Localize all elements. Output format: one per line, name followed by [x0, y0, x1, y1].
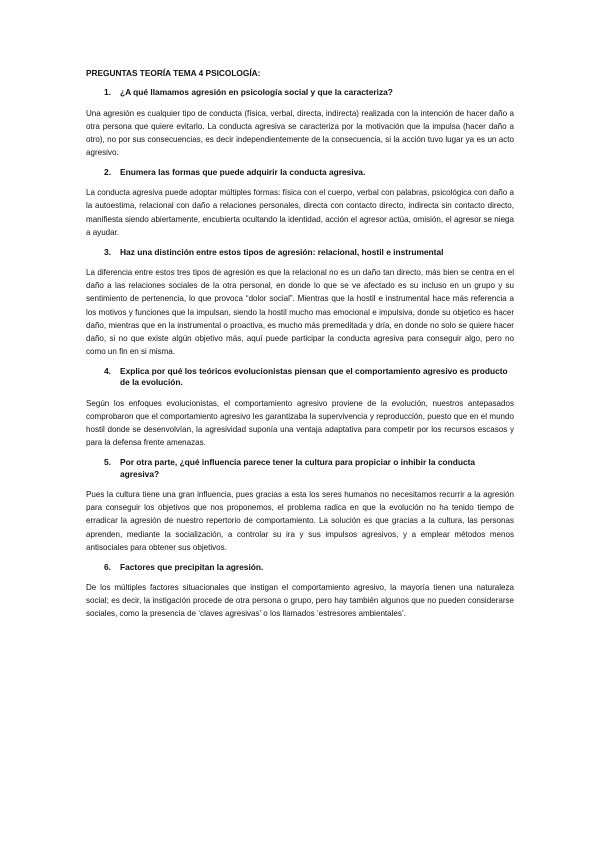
question-number: 3. [104, 246, 111, 257]
question-text: Por otra parte, ¿qué influencia parece tener la cultura para propiciar o inhibir la conducta agresiva? [120, 457, 476, 479]
question-number: 4. [104, 365, 111, 376]
question-2 [104, 167, 514, 179]
question-6 [104, 562, 514, 574]
question-text: Haz una distinción entre estos tipos de agresión: relacional, hostil e instrumental [120, 246, 444, 257]
answer-4: Según los enfoques evolucionistas, el comportamiento agresivo proviene de la evolución, nuestros antepasados comprobaron que el comportamiento agresivo les garantizaba la supervivencia y reproducción, puesto que en el mundo hostil donde se desenvolvían, la agresividad suponía una ventaja adaptativa para competir por los recursos escasos y para la defensa frente amenazas. [86, 398, 514, 448]
answer-6: De los múltiples factores situacionales que instigan el comportamiento agresivo, la mayoría tienen una naturaleza social; es decir, la instigación procede de otra persona o grupo, pero hay también algunos que no pueden considerarse sociales, como la presencia de ‘claves agresivas’ o los llamados ‘estresores ambientales’. [86, 583, 514, 619]
question-4 [104, 366, 514, 389]
question-number: 2. [104, 166, 111, 177]
question-1 [104, 87, 514, 99]
question-text: ¿A qué llamamos agresión en psicología social y que la caracteriza? [120, 87, 393, 97]
question-text: Explica por qué los teóricos evolucionistas piensan que el comportamiento agresivo es producto de la evolución. [120, 365, 508, 388]
question-number: 6. [104, 561, 111, 572]
question-text: Enumera las formas que puede adquirir la conducta agresiva. [120, 166, 366, 177]
document-body [86, 68, 514, 629]
question-number: 1. [104, 87, 111, 97]
answer-2: La conducta agresiva puede adoptar múltiples formas: física con el cuerpo, verbal con palabras, psicológica con daño a la autoestima, relacional con daño a relaciones personales, directa con contacto directo, indirecta sin contacto directo, manifiesta siendo abiertamente, encubierta ocultando la identidad, acción el agresor actúa, omisión, el agresor se niega a ayudar. [86, 188, 514, 237]
answer-5: Pues la cultura tiene una gran influencia, pues gracias a esta los seres humanos no necesitamos recurrir a la agresión para conseguir los objetivos que nos proponemos, el problema radica en que la evolución no ha tenido tiempo de erradicar la agresión de nuestro repertorio de comportamiento. La solución es que gracias a la cultura, las personas aprenden, mediante la socialización, a controlar su ira y sus impulsos agresivos, y a emplear métodos menos antisociales para obtener sus objetivos. [86, 490, 514, 552]
answer-3: La diferencia entre estos tres tipos de agresión es que la relacional no es un daño tan directo, más bien se centra en el daño a las relaciones sociales de la otra personal, en donde lo que se ve afectado es su incluso en un grupo y su sentimiento de pertenencia, lo que provoca “dolor social”. Mientras que la hostil e instrumental hace más referencia a los motivos y funciones que la impulsan, siendo la hostil mucho mas emocional e impulsiva, donde su objetico es hacer daño, mientras que en la instrumental o proactiva, es mucho más premeditada y dría, en donde no solo se quiere hacer daño, si no que existe algún objetivo más, aquí puede participar la conducta agresiva para conseguir algo, pero no como un fin en si misma. [86, 268, 514, 356]
question-5 [104, 457, 514, 480]
question-number: 5. [104, 457, 111, 468]
question-text: Factores que precipitan la agresión. [120, 561, 264, 572]
question-3 [104, 247, 514, 259]
document-title: PREGUNTAS TEORÍA TEMA 4 PSICOLOGÍA: [86, 68, 261, 78]
answer-1: Una agresión es cualquier tipo de conducta (física, verbal, directa, indirecta) realizada con la intención de hacer daño a otra persona que quiere evitarlo. La conducta agresiva se caracteriza por la motivación que la impulsa (hacer daño a otro), no por sus consecuencias, es decir independientemente de la consecuencia, si la acción tuvo lugar ya es un acto agresivo. [86, 108, 514, 157]
